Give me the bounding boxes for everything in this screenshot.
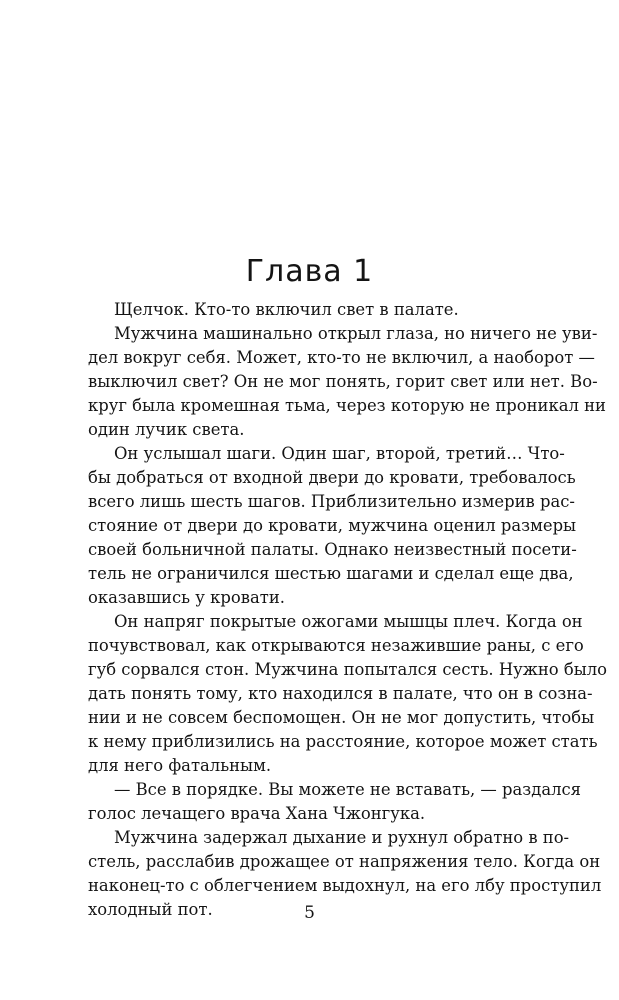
text-line: нии и не совсем беспомощен. Он не мог допустить, чтобы: [88, 708, 595, 727]
text-line: круг была кромешная тьма, через которую не проникал ни: [88, 396, 606, 415]
text-line: Щелчок. Кто-то включил свет в палате.: [114, 300, 459, 319]
text-line: голос лечащего врача Хана Чжонгука.: [88, 804, 426, 823]
text-line: всего лишь шесть шагов. Приблизительно измерив рас-: [88, 492, 575, 511]
text-line: выключил свет? Он не мог понять, горит свет или нет. Во-: [88, 372, 598, 391]
text-line: тель не ограничился шестью шагами и сделал еще два,: [88, 564, 574, 583]
text-line: для него фатальным.: [88, 756, 272, 775]
text-line: холодный пот.: [88, 900, 213, 919]
text-line: наконец-то с облегчением выдохнул, на его лбу проступил: [88, 876, 602, 895]
paragraph: [88, 298, 525, 322]
page-number: 5: [304, 903, 315, 923]
text-line: Мужчина машинально открыл глаза, но ничего не уви-: [114, 324, 598, 343]
text-line: оказавшись у кровати.: [88, 588, 285, 607]
paragraph: [88, 442, 577, 610]
body-text: [88, 298, 608, 922]
text-line: дел вокруг себя. Может, кто-то не включил, а наоборот —: [88, 348, 595, 367]
paragraph: [88, 610, 608, 778]
chapter-title: Глава 1: [245, 254, 374, 289]
text-line: бы добраться от входной двери до кровати, требовалось: [88, 468, 576, 487]
text-line: стель, расслабив дрожащее от напряжения тело. Когда он: [88, 852, 601, 871]
paragraph: [88, 322, 606, 442]
paragraph: [88, 778, 582, 826]
text-line: — Все в порядке. Вы можете не вставать, — раздался: [114, 780, 582, 799]
text-line: Он напряг покрытые ожогами мышцы плеч. Когда он: [114, 612, 583, 631]
text-line: почувствовал, как открываются незажившие раны, с его: [88, 636, 584, 655]
text-line: один лучик света.: [88, 420, 245, 439]
text-line: стояние от двери до кровати, мужчина оценил размеры: [88, 516, 577, 535]
text-line: к нему приблизились на расстояние, которое может стать: [88, 732, 598, 751]
text-line: губ сорвался стон. Мужчина попытался сесть. Нужно было: [88, 660, 608, 679]
text-line: Он услышал шаги. Один шаг, второй, третий… Что-: [114, 444, 565, 463]
text-line: своей больничной палаты. Однако неизвестный посети-: [88, 540, 577, 559]
text-line: Мужчина задержал дыхание и рухнул обратно в по-: [114, 828, 570, 847]
text-line: дать понять тому, кто находился в палате, что он в созна-: [88, 684, 593, 703]
